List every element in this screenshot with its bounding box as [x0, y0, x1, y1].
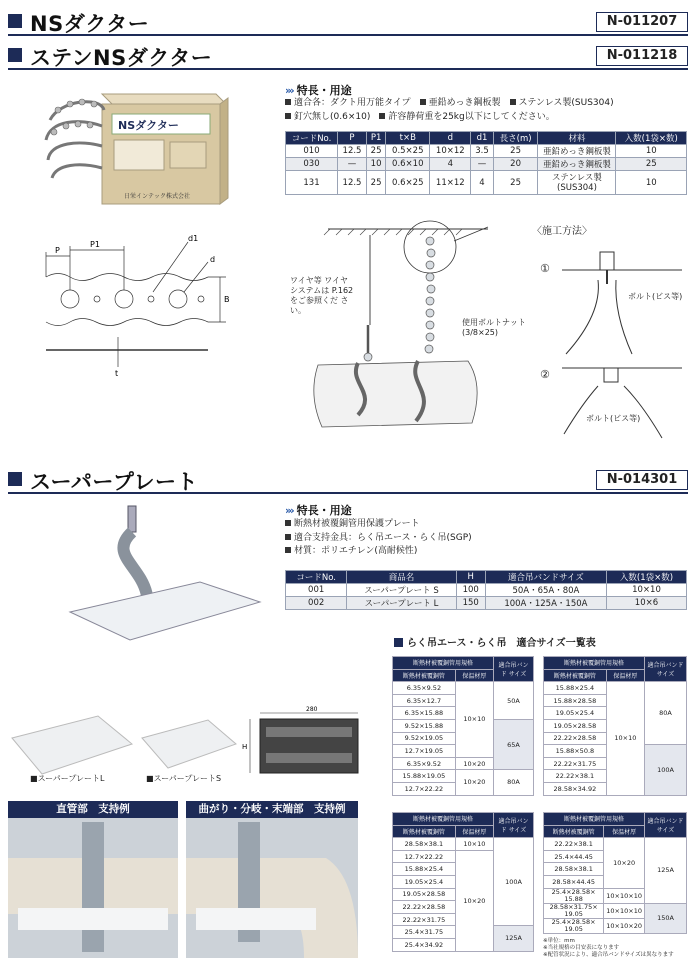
step-1: ①	[540, 262, 550, 275]
size-table-4: 断熱材被覆銅管用規格 適合吊バンド サイズ 断熱材被覆銅管 保温材厚 22.22×38.1 10×20 125A 25.4×44.45 28.58×38.1 28.58×44.45 25.4×28.58× 15.88 10×10×10 28.58×31.75× 19.05 10×10×10 150A 25.4×28.58× 19.05 10×10×20	[543, 812, 687, 934]
header-square-icon	[8, 14, 22, 28]
table-header-row: コードNo. 商品名 H 適合吊バンドサイズ 入数(1袋×数)	[286, 571, 687, 584]
header-super-plate	[8, 466, 688, 494]
table-row: 131 12.5 25 0.6×25 11×12 4 25 ステンレス製 (SUS304) 10	[286, 171, 687, 195]
photo-straight	[8, 818, 178, 958]
banner-straight: 直管部 支持例	[8, 801, 178, 818]
table-row: 002 スーパープレート L 150 100A・125A・150A 10×6	[286, 597, 687, 610]
header-square-icon	[8, 48, 22, 62]
table-header-row: コードNo. P P1 t×B d d1 長さ(m) 材料 入数(1袋×数)	[286, 132, 687, 145]
size-table-2: 断熱材被覆銅管用規格 適合吊バンド サイズ 断熱材被覆銅管 保温材厚 15.88×25.4 10×10 80A 15.88×28.58 19.05×25.4 19.05×28.58 22.22×28.58 15.88×50.8 100A 22.22×31.75 22.22×38.1 28.58×34.92	[543, 656, 687, 796]
table-row: 001 スーパープレート S 100 50A・65A・80A 10×10	[286, 584, 687, 597]
features-list: 断熱材被覆銅管用保護プレート 適合支持金具：らく吊エース・らく吊(SGP) 材質：ポリエチレン(高耐候性)	[285, 518, 472, 559]
table-row: 010 12.5 25 0.5×25 10×12 3.5 25 亜鉛めっき鋼板製 10	[286, 145, 687, 158]
spec-table-super-plate	[285, 570, 687, 610]
method-title: 〈施工方法〉	[532, 226, 592, 237]
step-2: ②	[540, 368, 550, 381]
dim-label-t: t	[115, 369, 119, 378]
box-label: NSダクター	[118, 119, 179, 132]
bolt-nut-note: 使用ボルトナット (3/8×25)	[462, 318, 526, 337]
table-row: 030 — 10 0.6×10 4 — 20 亜鉛めっき鋼板製 25	[286, 158, 687, 171]
features-heading: ››› 特長・用途	[285, 504, 352, 517]
size-notes: ※単位：mm ※当社規格の目安表になります ※配管状況により、適合吊バンドサイズは異なります	[543, 938, 674, 958]
bolt-label-2: ボルト(ビス等)	[586, 414, 641, 423]
hanger-illustration	[60, 502, 275, 652]
dim-label-p: P	[55, 246, 60, 255]
size-table-3: 断熱材被覆銅管用規格 適合吊バンド サイズ 断熱材被覆銅管 保温材厚 28.58×38.1 10×10 100A 12.7×22.22 10×20 15.88×25.4 19.05×25.4 19.05×28.58 22.22×28.58 22.22×31.75 25.4×31.75 125A 25.4×34.92	[392, 812, 534, 952]
header-sus-ns-ductor	[8, 42, 688, 70]
plate-s-label: ■スーパープレートS	[146, 774, 222, 783]
dim-label-b: B	[224, 295, 230, 304]
dim-label-p1: P1	[90, 240, 100, 249]
product-code: N-011207	[596, 12, 688, 32]
plate-l-label: ■スーパープレートL	[30, 774, 105, 783]
product-code: N-014301	[596, 470, 688, 490]
banner-bend: 曲がり・分岐・末端部 支持例	[186, 801, 358, 818]
page-title: スーパープレート	[30, 470, 199, 494]
dim-height: H	[242, 743, 248, 751]
size-chart-title: らく吊エース・らく吊 適合サイズ一覧表	[394, 634, 596, 649]
dim-label-d: d	[210, 255, 216, 264]
page-title: NSダクター	[30, 12, 150, 36]
dim-width: 280	[306, 706, 318, 713]
photo-bend	[186, 818, 358, 958]
features-list: 適合各：ダクト用万能タイプ 亜鉛めっき鋼板製 ステンレス製(SUS304) 釘穴無し(0.6×10) 許容静荷重を25kg以下にしてください。	[285, 97, 614, 124]
plate-photos	[8, 708, 258, 783]
header-square-icon	[8, 472, 22, 486]
product-code: N-011218	[596, 46, 688, 66]
page-title: ステンNSダクター	[30, 46, 213, 70]
features-heading: ››› 特長・用途	[285, 84, 352, 97]
plate-dimension-drawing	[240, 705, 365, 780]
dim-label-d1: d1	[188, 234, 199, 243]
size-table-1: 断熱材被覆銅管用規格 適合吊バンド サイズ 断熱材被覆銅管 保温材厚 6.35×9.52 10×10 50A 6.35×12.7 6.35×15.88 9.52×15.88 65A 9.52×19.05 12.7×19.05 6.35×9.52 10×20 15.88×19.05 10×20 80A 12.7×22.22	[392, 656, 534, 796]
header-ns-ductor	[8, 8, 688, 36]
spec-table-ns-ductor	[285, 131, 687, 195]
wire-note: ワイヤ等 ワイヤシステムは P.162をご参照くだ さい。	[290, 276, 354, 315]
product-box-illustration	[40, 80, 230, 208]
bolt-label-1: ボルト(ビス等)	[628, 292, 683, 301]
box-maker: 日栄インテック株式会社	[124, 193, 191, 200]
dimension-drawing	[38, 232, 250, 382]
